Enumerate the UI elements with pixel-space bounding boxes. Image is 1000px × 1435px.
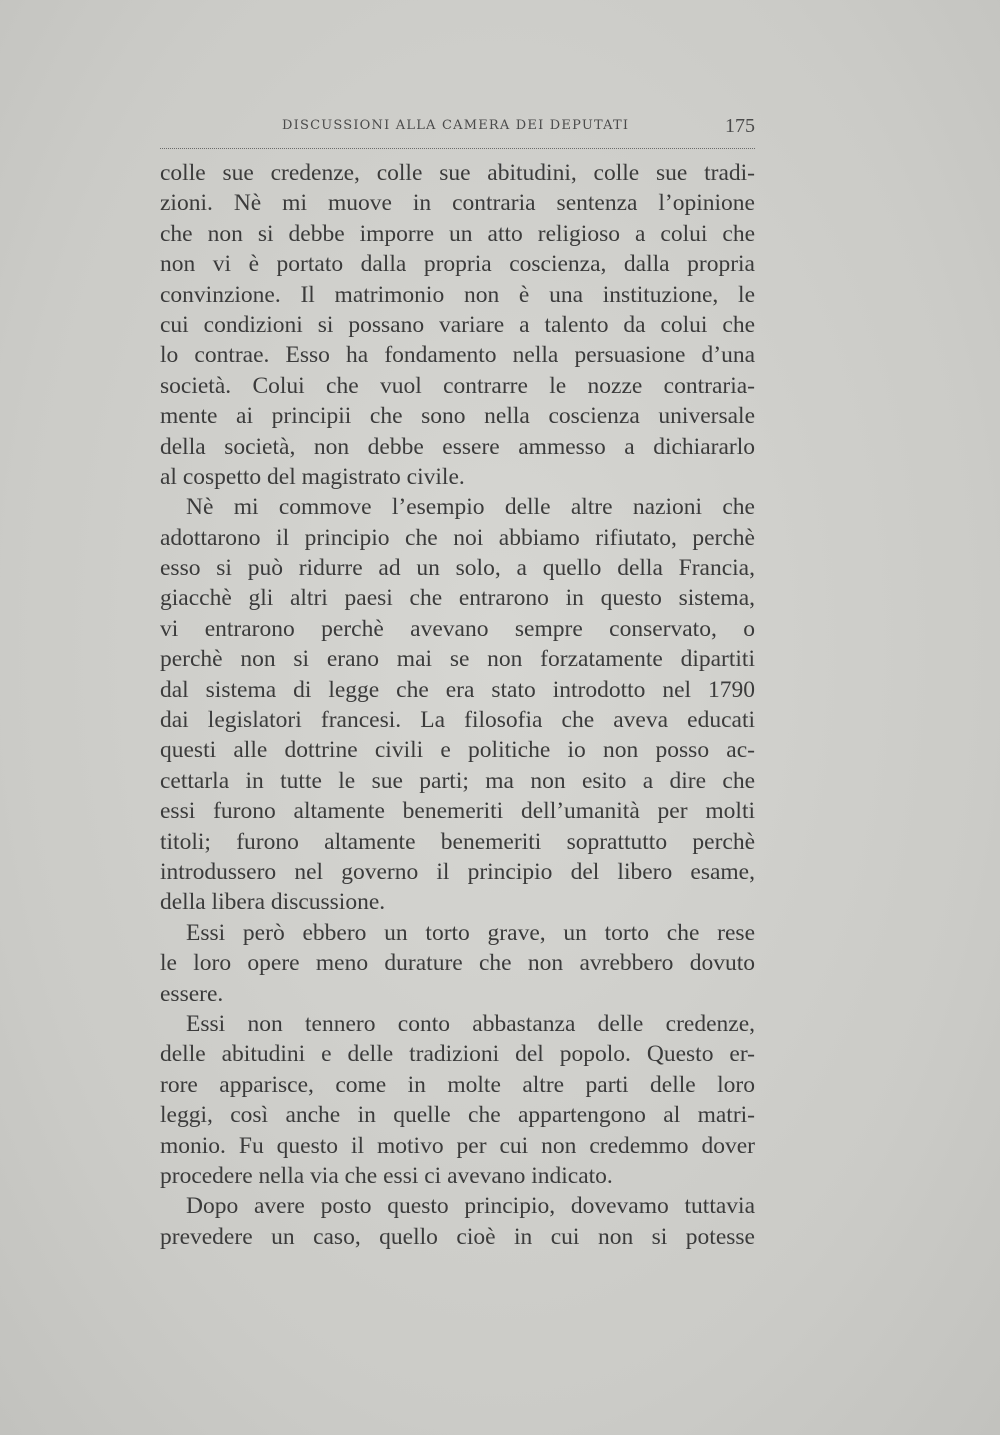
page-number: 175	[725, 115, 755, 137]
text-line: cui condizioni si possano variare a talento da colui che	[160, 311, 755, 338]
running-title: DISCUSSIONI ALLA CAMERA DEI DEPUTATI	[282, 118, 630, 133]
text-line: della libera discussione.	[160, 889, 386, 916]
text-line: delle abitudini e delle tradizioni del popolo. Questo er-	[160, 1041, 755, 1068]
text-line: dal sistema di legge che era stato introdotto nel 1790	[160, 676, 755, 703]
text-line: dai legislatori francesi. La filosofia che aveva educati	[160, 707, 755, 734]
text-line: della società, non debbe essere ammesso a dichiararlo	[160, 433, 755, 460]
paragraph-start-line: Dopo avere posto questo principio, dovevamo tuttavia	[186, 1193, 755, 1220]
text-line: zioni. Nè mi muove in contraria sentenza l’opinione	[160, 190, 755, 217]
text-line: che non si debbe imporre un atto religioso a colui che	[160, 220, 755, 247]
text-line: cettarla in tutte le sue parti; ma non esito a dire che	[160, 767, 755, 794]
text-line: introdussero nel governo il principio del libero esame,	[160, 858, 755, 885]
text-line: lo contrae. Esso ha fondamento nella persuasione d’una	[160, 342, 755, 369]
text-line: perchè non si erano mai se non forzatamente dipartiti	[160, 646, 755, 673]
text-line: monio. Fu questo il motivo per cui non credemmo dover	[160, 1132, 755, 1159]
body-text	[160, 158, 755, 1252]
text-line: esso si può ridurre ad un solo, a quello della Francia,	[160, 555, 755, 582]
text-line: essere.	[160, 980, 224, 1007]
text-line: prevedere un caso, quello cioè in cui non si potesse	[160, 1223, 755, 1250]
paragraph-start-line: Essi non tennero conto abbastanza delle credenze,	[186, 1010, 755, 1037]
text-line: società. Colui che vuol contrarre le nozze contraria-	[160, 372, 755, 399]
text-line: convinzione. Il matrimonio non è una instituzione, le	[160, 281, 755, 308]
text-line: giacchè gli altri paesi che entrarono in questo sistema,	[160, 585, 755, 612]
paragraph-start-line: Nè mi commove l’esempio delle altre nazioni che	[186, 494, 755, 521]
text-line: titoli; furono altamente benemeriti soprattutto perchè	[160, 828, 755, 855]
text-line: le loro opere meno durature che non avrebbero dovuto	[160, 950, 755, 977]
page-header	[160, 112, 755, 149]
text-line: non vi è portato dalla propria coscienza, dalla propria	[160, 251, 755, 278]
text-line: procedere nella via che essi ci avevano indicato.	[160, 1162, 613, 1189]
text-line: essi furono altamente benemeriti dell’umanità per molti	[160, 798, 755, 825]
text-line: mente ai principii che sono nella coscienza universale	[160, 403, 755, 430]
text-line: colle sue credenze, colle sue abitudini, colle sue tradi-	[160, 160, 755, 186]
text-line: rore apparisce, come in molte altre parti delle loro	[160, 1071, 755, 1098]
paragraph-start-line: Essi però ebbero un torto grave, un torto che rese	[186, 919, 755, 946]
text-line: adottarono il principio che noi abbiamo rifiutato, perchè	[160, 524, 755, 551]
text-line: leggi, così anche in quelle che appartengono al matri-	[160, 1102, 755, 1129]
text-line: vi entrarono perchè avevano sempre conservato, o	[160, 615, 755, 642]
text-line: questi alle dottrine civili e politiche io non posso ac-	[160, 737, 755, 764]
text-line: al cospetto del magistrato civile.	[160, 463, 465, 490]
